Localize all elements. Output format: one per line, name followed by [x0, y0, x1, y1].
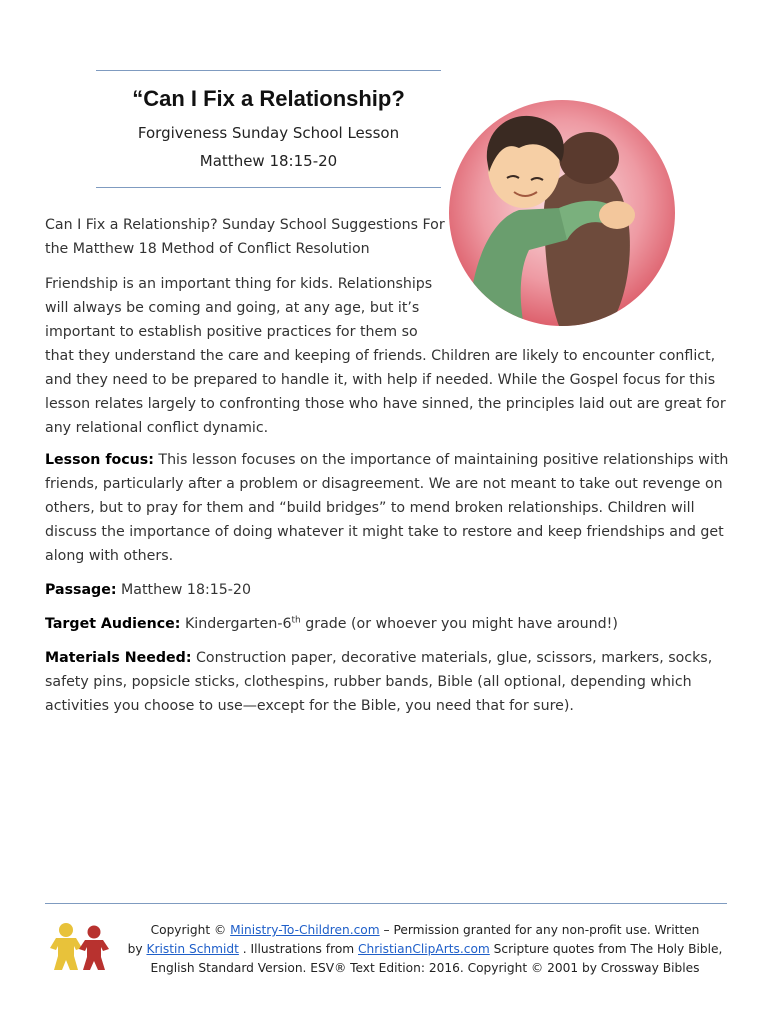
- bottom-rule: [96, 187, 441, 188]
- lesson-focus-line: along with others.: [45, 548, 174, 564]
- author-link[interactable]: Kristin Schmidt: [146, 942, 239, 956]
- footer-line-1: [120, 921, 730, 940]
- lesson-focus-label: Lesson focus:: [45, 452, 154, 468]
- audience-superscript: th: [291, 615, 301, 626]
- lesson-focus-text: This lesson focuses on the importance of maintaining positive relationships with: [153, 452, 729, 468]
- passage-value: Matthew 18:15-20: [116, 582, 251, 598]
- footer-copyright: [120, 921, 730, 978]
- friendship-line: and they need to be prepared to handle it, with help if needed. While the Gospel focus for this: [45, 372, 716, 388]
- lesson-subtitle: Forgiveness Sunday School Lesson: [137, 124, 400, 142]
- footer-text: Copyright ©: [150, 923, 231, 937]
- intro-paragraph: [45, 213, 445, 261]
- lesson-focus-paragraph: [45, 448, 728, 568]
- footer-text: . Illustrations from: [238, 942, 359, 956]
- scripture-reference: Matthew 18:15-20: [199, 152, 338, 170]
- paper-people-logo: [48, 920, 112, 972]
- friendship-paragraph: [45, 272, 726, 440]
- audience-label: Target Audience:: [45, 616, 181, 632]
- footer-text: Scripture quotes from The Holy Bible,: [489, 942, 723, 956]
- footer-line-3: English Standard Version. ESV® Text Edition: 2016. Copyright © 2001 by Crossway Bibles: [150, 961, 700, 975]
- lesson-title: “Can I Fix a Relationship?: [132, 86, 405, 111]
- footer-rule: [45, 903, 727, 904]
- christian-clip-arts-link[interactable]: ChristianClipArts.com: [358, 942, 490, 956]
- materials-first-line: [45, 646, 712, 670]
- lesson-focus-line: discuss the importance of doing whatever it might take to restore and keep friendships and get: [45, 524, 724, 540]
- friendship-line: any relational conflict dynamic.: [45, 420, 269, 436]
- materials-line: safety pins, popsicle sticks, clothespins, rubber bands, Bible (all optional, depending which: [45, 674, 692, 690]
- friendship-line: important to establish positive practices for them so: [45, 324, 418, 340]
- intro-line: the Matthew 18 Method of Conflict Resolution: [45, 241, 370, 257]
- friendship-line: Friendship is an important thing for kids. Relationships: [45, 276, 433, 292]
- friendship-line: lesson relates largely to confronting those who have sinned, the principles laid out are great for: [45, 396, 726, 412]
- materials-line: activities you choose to use—except for the Bible, you need that for sure).: [45, 698, 574, 714]
- materials-text: Construction paper, decorative materials, glue, scissors, markers, socks,: [191, 650, 713, 666]
- lesson-focus-line: others, but to pray for them and “build bridges” to mend broken relationships. Children will: [45, 500, 695, 516]
- top-rule: [96, 70, 441, 71]
- footer-text: – Permission granted for any non-profit use. Written: [379, 923, 700, 937]
- audience-value-rest: grade (or whoever you might have around!): [300, 616, 618, 632]
- audience-value: Kindergarten-6: [180, 616, 292, 632]
- footer-text: by: [127, 942, 147, 956]
- passage-label: Passage:: [45, 582, 117, 598]
- lesson-focus-first-line: [45, 448, 728, 472]
- friendship-line: that they understand the care and keeping of friends. Children are likely to encounter conflict,: [45, 348, 716, 364]
- intro-line: Can I Fix a Relationship? Sunday School Suggestions For: [45, 217, 445, 233]
- materials-paragraph: [45, 646, 712, 718]
- lesson-focus-line: friends, particularly after a problem or disagreement. We are not meant to take out revenge on: [45, 476, 723, 492]
- footer-line-2: [120, 940, 730, 959]
- audience-paragraph: [45, 612, 618, 636]
- passage-paragraph: [45, 578, 251, 602]
- ministry-to-children-link[interactable]: Ministry-To-Children.com: [230, 923, 380, 937]
- materials-label: Materials Needed:: [45, 650, 192, 666]
- friendship-line: will always be coming and going, at any age, but it’s: [45, 300, 420, 316]
